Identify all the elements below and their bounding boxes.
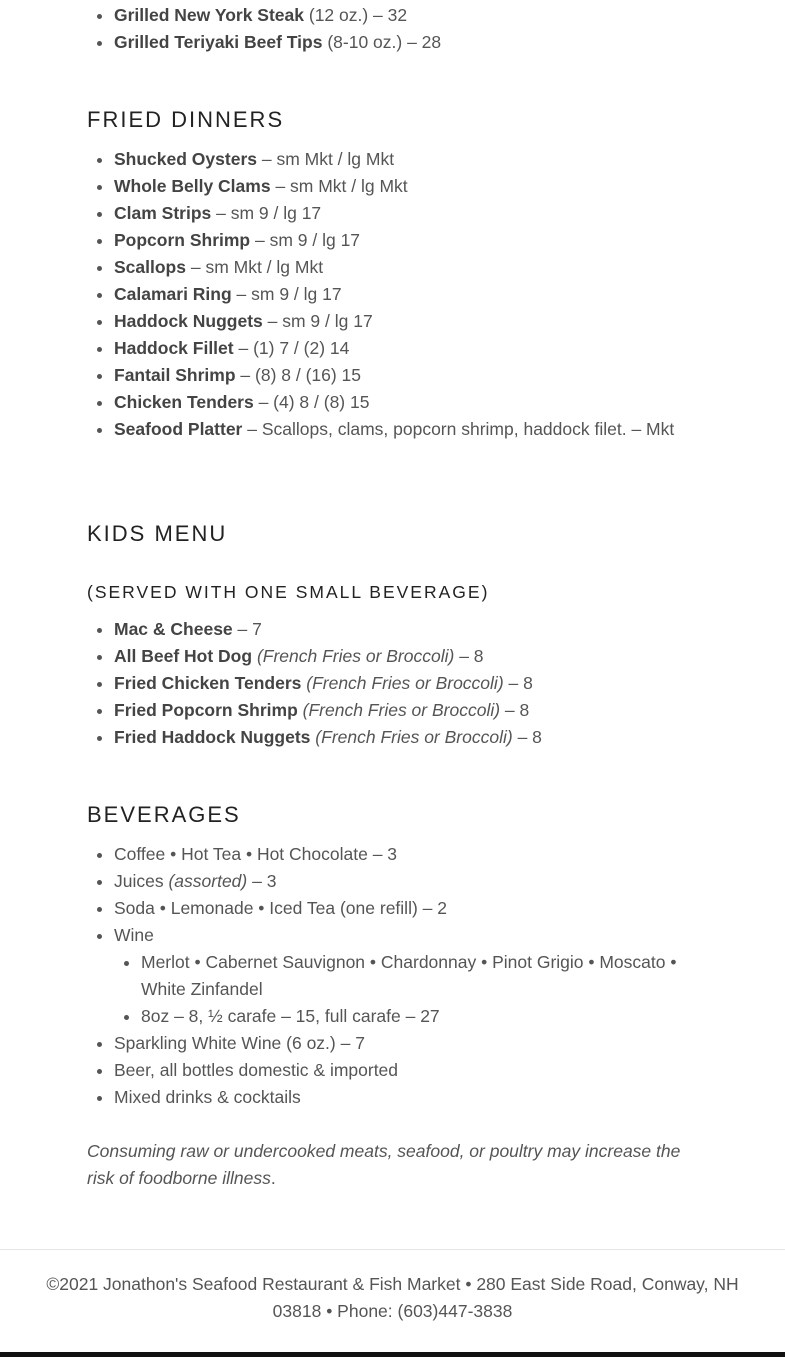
list-item <box>114 308 707 335</box>
item-name: Fried Chicken Tenders <box>114 673 302 693</box>
item-price: – 8 <box>503 673 533 693</box>
item-name: Whole Belly Clams <box>114 176 271 196</box>
item-detail: – (8) 8 / (16) 15 <box>235 365 362 385</box>
beer-line: Beer, all bottles domestic & imported <box>114 1060 399 1080</box>
item-price: – 8 <box>454 646 484 666</box>
item-name: Clam Strips <box>114 203 212 223</box>
footer-divider <box>0 1249 785 1250</box>
list-item <box>114 29 707 56</box>
list-item <box>114 1084 707 1111</box>
list-item <box>114 868 707 895</box>
item-name: Chicken Tenders <box>114 392 254 412</box>
disclaimer <box>87 1138 707 1192</box>
item-detail: – sm Mkt / lg Mkt <box>185 257 324 277</box>
item-name: All Beef Hot Dog <box>114 646 253 666</box>
beverages-heading: BEVERAGES <box>87 802 241 827</box>
list-item <box>114 146 707 173</box>
item-name: Calamari Ring <box>114 284 232 304</box>
item-name: Shucked Oysters <box>114 149 257 169</box>
item-detail: (12 oz.) – 32 <box>304 5 408 25</box>
list-item <box>114 254 707 281</box>
item-name: Grilled Teriyaki Beef Tips <box>114 32 323 52</box>
list-item <box>114 895 707 922</box>
list-item <box>114 643 707 670</box>
item-name: Fantail Shrimp <box>114 365 236 385</box>
item-detail: – Scallops, clams, popcorn shrimp, haddock filet. – Mkt <box>242 419 675 439</box>
disclaimer-period: . <box>270 1168 276 1188</box>
list-item <box>114 389 707 416</box>
coffee-line: Coffee • Hot Tea • Hot Chocolate – 3 <box>114 844 398 864</box>
list-item <box>114 697 707 724</box>
item-detail: – sm 9 / lg 17 <box>262 311 373 331</box>
list-item <box>114 173 707 200</box>
item-side: (French Fries or Broccoli) <box>306 673 504 693</box>
footer-text: ©2021 Jonathon's Seafood Restaurant & Fish Market • 280 East Side Road, Conway, NH 03818 • Phone: (603)447-3838 <box>46 1274 739 1321</box>
juices-label: Juices <box>114 871 169 891</box>
soda-line: Soda • Lemonade • Iced Tea (one refill) – 2 <box>114 898 447 918</box>
list-item <box>114 1030 707 1057</box>
list-item <box>114 670 707 697</box>
item-detail: – sm 9 / lg 17 <box>211 203 322 223</box>
item-name: Scallops <box>114 257 186 277</box>
item-detail: – (1) 7 / (2) 14 <box>233 338 350 358</box>
list-item <box>114 335 707 362</box>
item-name: Popcorn Shrimp <box>114 230 251 250</box>
beverages-list <box>87 841 707 1111</box>
footer <box>20 1271 765 1325</box>
item-detail: – sm Mkt / lg Mkt <box>270 176 408 196</box>
item-detail: – sm 9 / lg 17 <box>231 284 342 304</box>
sparkling-line: Sparkling White Wine (6 oz.) – 7 <box>114 1033 365 1053</box>
item-name: Haddock Nuggets <box>114 311 263 331</box>
list-item <box>141 949 707 1003</box>
item-price: – 7 <box>232 619 262 639</box>
wine-label: Wine <box>114 925 154 945</box>
wine-types: Merlot • Cabernet Sauvignon • Chardonnay • Pinot Grigio • Moscato • White Zinfandel <box>141 952 677 999</box>
item-name: Seafood Platter <box>114 419 243 439</box>
grilled-list <box>87 2 707 56</box>
juices-price: – 3 <box>247 871 277 891</box>
list-item <box>114 281 707 308</box>
kids-menu-heading: KIDS MENU <box>87 521 228 546</box>
kids-menu-subheading: (SERVED WITH ONE SMALL BEVERAGE) <box>87 582 490 602</box>
list-item <box>114 200 707 227</box>
item-side: (French Fries or Broccoli) <box>256 646 455 666</box>
list-item <box>114 362 707 389</box>
item-name: Fried Haddock Nuggets <box>114 727 311 747</box>
bottom-bar <box>0 1352 785 1357</box>
mixed-line: Mixed drinks & cocktails <box>114 1087 301 1107</box>
item-detail: – sm Mkt / lg Mkt <box>256 149 395 169</box>
item-detail: – (4) 8 / (8) 15 <box>253 392 370 412</box>
item-side: (French Fries or Broccoli) <box>315 727 513 747</box>
kids-menu-list <box>87 616 707 751</box>
item-detail: (8-10 oz.) – 28 <box>322 32 442 52</box>
item-name: Grilled New York Steak <box>114 5 304 25</box>
list-item <box>114 724 707 751</box>
disclaimer-text: Consuming raw or undercooked meats, seafood, or poultry may increase the risk of foodborne illness <box>87 1141 681 1188</box>
list-item <box>114 227 707 254</box>
wine-sublist <box>114 949 707 1030</box>
item-side: (French Fries or Broccoli) <box>302 700 501 720</box>
juices-note: (assorted) <box>168 871 248 891</box>
item-detail: – sm 9 / lg 17 <box>250 230 361 250</box>
item-price: – 8 <box>500 700 530 720</box>
wine-prices: 8oz – 8, ½ carafe – 15, full carafe – 27 <box>141 1006 440 1026</box>
item-name: Mac & Cheese <box>114 619 233 639</box>
item-name: Fried Popcorn Shrimp <box>114 700 298 720</box>
fried-dinners-heading: FRIED DINNERS <box>87 107 285 132</box>
list-item <box>114 922 707 1030</box>
list-item <box>114 616 707 643</box>
item-price: – 8 <box>512 727 542 747</box>
list-item <box>114 1057 707 1084</box>
item-name: Haddock Fillet <box>114 338 234 358</box>
list-item <box>114 841 707 868</box>
fried-dinners-list <box>87 146 707 443</box>
list-item <box>114 2 707 29</box>
list-item <box>114 416 707 443</box>
list-item <box>141 1003 707 1030</box>
